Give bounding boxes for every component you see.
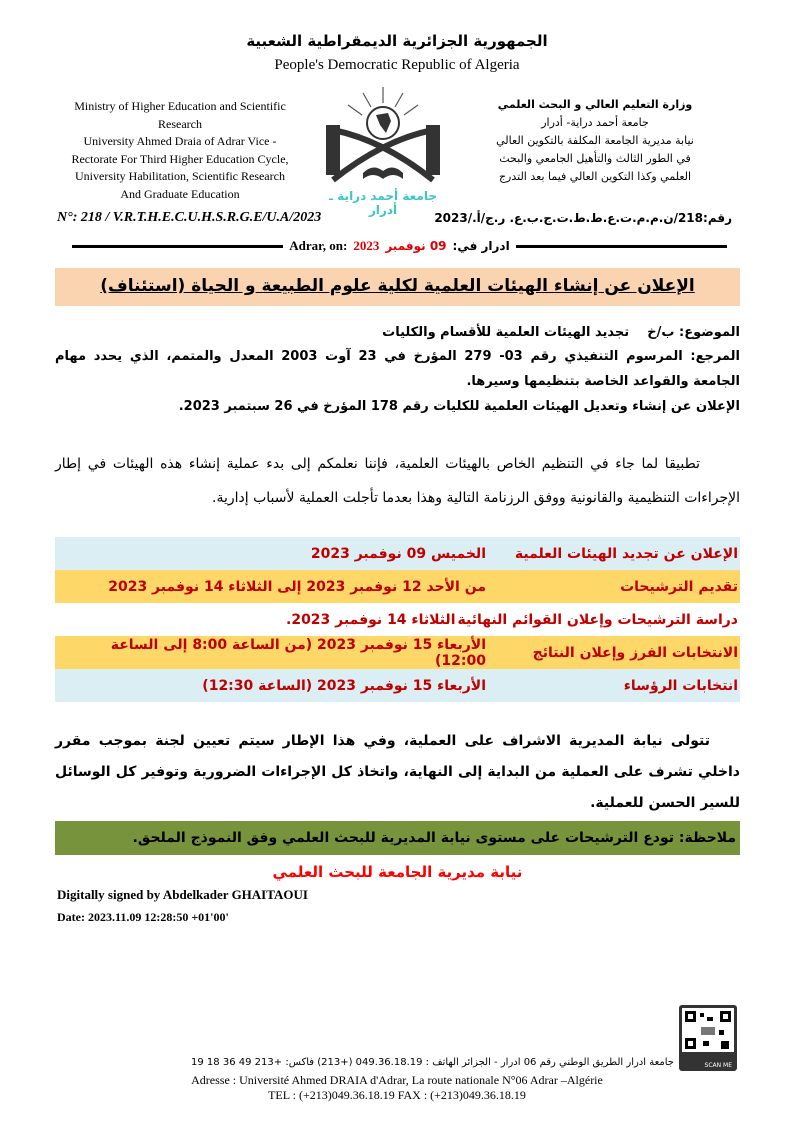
date-year: 2023	[353, 238, 380, 253]
schedule-row	[55, 603, 740, 636]
signed-by: Digitally signed by Abdelkader GHAITAOUI	[57, 887, 308, 902]
schedule-row	[55, 570, 740, 603]
logo-text: جامعة أحمد دراية ـ أدرار	[329, 189, 437, 217]
ministry-line: University Habilitation, Scientific Research	[75, 169, 285, 183]
schedule-row	[55, 636, 740, 669]
ministry-line: And Graduate Education	[120, 186, 240, 201]
schedule-label: انتخابات الرؤساء	[623, 677, 738, 694]
reference-text: المرجع: المرسوم التنفيذي رقم 03- 279 المؤرخ في 23 آوت 2003 المعدل والمتمم، الذي يحدد مهام الجامعة والقواعد الخاصة بتنظيمها وسيرها.	[55, 349, 740, 389]
schedule-value: الخميس 09 نوفمبر 2023	[310, 545, 486, 562]
schedule-label: الإعلان عن تجديد الهيئات العلمية	[514, 545, 738, 562]
ministry-line: Research	[158, 116, 202, 131]
ministry-line-ar: نيابة مديرية الجامعة المكلفة بالتكوين العالي	[496, 134, 694, 147]
ministry-line: Ministry of Higher Education and Scientific	[74, 99, 286, 113]
ministry-arabic	[470, 96, 720, 186]
schedule-value: الأربعاء 15 نوفمبر 2023 (من الساعة 8:00 إلى الساعة 12:00)	[110, 636, 486, 669]
announcement-reference: الإعلان عن إنشاء وتعديل الهيئات العلمية للكليات رقم 178 المؤرخ في 26 سبتمبر 2023.	[178, 399, 740, 414]
scan-me-label: SCAN ME	[704, 1062, 732, 1069]
date-label-ar: ادرار في:	[452, 239, 510, 253]
schedule-label: تقديم الترشيحات	[620, 578, 738, 595]
subject-label: الموضوع: ب/خ	[647, 325, 740, 340]
footer-arabic: جامعة ادرار الطريق الوطني رقم 06 ادرار - الجزائر الهاتف : 049.36.18.19 (+213) فاكس: +213 49 36 18 19	[190, 1057, 674, 1068]
ministry-english	[50, 98, 310, 203]
note-bar: ملاحظة: تودع الترشيحات على مستوى نيابة المديرية للبحث العلمي وفق النموذج الملحق.	[55, 821, 740, 855]
document-body	[55, 268, 740, 928]
reference-number-en: N°: 218 / V.R.T.H.E.C.U.H.S.R.G.E/U.A/2023	[57, 210, 322, 225]
ministry-line-ar: العلمي وكذا التكوين العالي فيما بعد التدرج	[498, 170, 692, 183]
schedule-value: الثلاثاء 14 نوفمبر 2023.	[286, 611, 456, 628]
date-day-ar: 09 نوفمبر	[385, 239, 447, 253]
ministry-line-ar: في الطور الثالث والتأهيل الجامعي والبحث	[499, 152, 691, 165]
university-logo	[318, 85, 448, 217]
schedule-label: الانتخابات الفرز وإعلان النتائج	[532, 644, 738, 661]
supervision-paragraph: تتولى نيابة المديرية الاشراف على العملية، وفي هذا الإطار سيتم تعيين لجنة بموجب مقرر داخلي تشرف على العملية من البداية إلى النهاية، واتخاذ كل الإجراءات الضرورية وتوفير كل الوسائل للسير الحسن للعملية.	[55, 733, 740, 811]
divider	[516, 245, 727, 248]
intro-paragraph: تطبيقا لما جاء في التنظيم الخاص بالهيئات العلمية، فإننا نعلمكم إلى بدء عملية إنشاء هذه الهيئات في إطار الإجراءات التنظيمية والقانونية ووفق الرزنامة التالية وهذا بعدما تأجلت العملية لأسباب إدارية.	[55, 456, 740, 506]
reference-number-ar: رقم:218/ن.م.م.ت.ع.ط.ط.ت.ج.ب.ع. ر.ج/أ./2023	[434, 211, 732, 225]
divider	[72, 245, 283, 248]
qr-code-icon	[679, 1005, 737, 1055]
footer-contact: TEL : (+213)049.36.18.19 FAX : (+213)049.36.18.19	[268, 1088, 526, 1102]
ministry-line: University Ahmed Draia of Adrar Vice -	[83, 134, 277, 148]
schedule-row	[55, 669, 740, 702]
republic-arabic: الجمهورية الجزائرية الديمقراطية الشعبية	[246, 32, 548, 50]
schedule-value: الأربعاء 15 نوفمبر 2023 (الساعة 12:30)	[202, 677, 486, 694]
schedule-table	[55, 537, 740, 702]
signed-date: Date: 2023.11.09 12:28:50 +01'00'	[57, 910, 229, 924]
qr-code[interactable]	[679, 1005, 737, 1071]
schedule-label: دراسة الترشيحات وإعلان القوائم النهائية	[457, 611, 738, 628]
announcement-title: الإعلان عن إنشاء الهيئات العلمية لكلية علوم الطبيعة و الحياة (استئناف)	[55, 268, 740, 306]
date-label-en: Adrar, on:	[289, 238, 348, 253]
signature-office: نيابة مديرية الجامعة للبحث العلمي	[272, 863, 523, 881]
ministry-line-ar: جامعة أحمد دراية- أدرار	[541, 116, 649, 129]
ministry-line: Rectorate For Third Higher Education Cycle,	[71, 151, 289, 166]
subject-line	[55, 322, 740, 344]
subject-text: تجديد الهيئات العلمية للأقسام والكليات	[382, 325, 630, 340]
republic-english: People's Democratic Republic of Algeria	[274, 57, 520, 73]
date-line	[72, 238, 727, 254]
schedule-value: من الأحد 12 نوفمبر 2023 إلى الثلاثاء 14 نوفمبر 2023	[108, 578, 486, 595]
footer-address: Adresse : Université Ahmed DRAIA d'Adrar, La route nationale N°06 Adrar –Algérie	[191, 1073, 603, 1087]
ministry-line-ar: وزارة التعليم العالي و البحث العلمي	[497, 98, 693, 111]
schedule-row	[55, 537, 740, 570]
